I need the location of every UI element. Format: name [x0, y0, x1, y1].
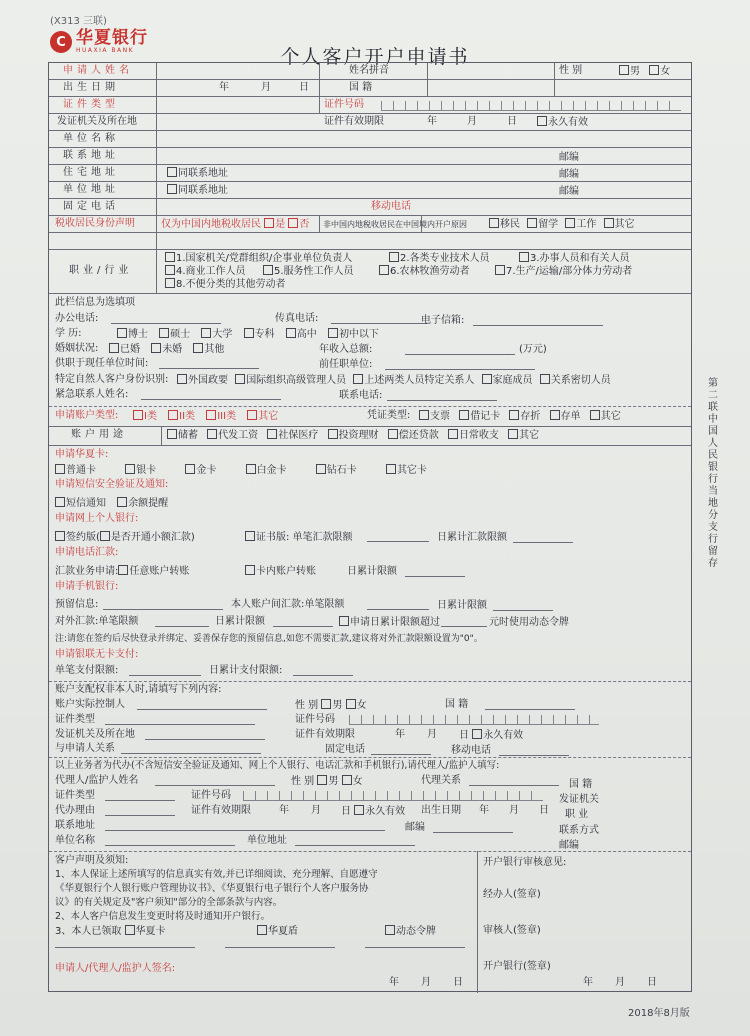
id-type-label: 证件类型	[63, 99, 119, 110]
bank-name: 华夏银行	[76, 28, 148, 48]
tax-options: 仅为中国内地税收居民 是 否	[161, 219, 310, 230]
marital-options: 已婚 未婚 其他	[109, 343, 224, 356]
tax-no-checkbox[interactable]	[288, 218, 298, 228]
bank-logo-icon: C	[50, 31, 72, 53]
id-number-boxes[interactable]	[381, 101, 681, 111]
mobile-notice: 注:请您在签约后尽快登录并绑定、妥善保存您的预留信息,如您不需要汇款,建议将对外汇款限额设置为"0"。	[55, 634, 483, 644]
account-usage-options: 储蓄 代发工资 社保医疗 投资理财 偿还贷款 日常收支 其它	[167, 429, 539, 442]
card-apply-label: 申请华夏卡:	[55, 449, 109, 460]
bank-name-en: HUAXIA BANK	[76, 47, 135, 54]
form-table: 申请人姓名 姓名拼音 性 别 男 女 出生日期 年 月 日 国 籍 证件类型 证件号码 发证机关及所在地 证件有效期限 年 月 日 永久有效 单位名称 联系地址 邮编 住宅地址 同联系地址 邮编 单位地址 同联系地址 邮编 固定电话 移动电话 税收居民身份声明 仅为中国内地税收居民 是 否 非中国内地税收居民在中国境内开户原因 移民 留学 工作 其它 职业/行业 1.国家机关/党群组织/企事业单位负责人 2.各类专业技术人员 3.办事人员和有关人员 4.商业工作人员 5.服务性工作人员 6.农林牧渔劳动者 7.生产/运输/部分体力劳动者 8.不便分类的其他劳动者 此栏信息为选填项 办公电话: 传真电话: 电子信箱: 学 历: 博士 硕士 大学 专科 高中 初中以下 婚姻状况: 已婚 未婚 其他 年收入总额: (万元) 供职于现任单位时间: 前任职单位: 特定自然人客户身份识别: 外国政要 国际组织高级管理人员 上述两类人员特定关系人 家庭成员 关系密切人员 紧急联系人姓名: 联系电话: 申请账户类型: I类 II类 III类 其它 凭证类型: 支票 借记卡 存折 存单 其它 账户用途 储蓄 代发工资 社保医疗 投资理财 偿还贷款 日常收支 其它 申请华夏卡: 普通卡 银卡 金卡 白金卡 钻石卡 其它卡 申请短信安全验证及通知: 短信通知 余额提醒 申请网上个人银行: 签约版( 是否开通小额汇款) 证书版: 单笔汇款限额 日累计汇款限额 申请电话汇款: 汇款业务申请: 任意账户转账 卡内账户转账 日累计限额 申请手机银行: 预留信息: 本人账户间汇款:单笔限额 日累计限额 对外汇款:单笔限额 日累计限额 申请日累计限额超过 元时使用动态令牌 注:请您在签约后尽快登录并绑定、妥善保存您的预留信息,如您不需要汇款,建议将对外汇款限额设置为"0"。 申请银联无卡支付: 单笔支付限额: 日累计支付限额: 账户支配权非本人时,请填写下列内容: 账户实际控制人 性 别 男 女 国 籍 证件类型 证件号码 发证机关及所在地 证件有效期限 年 月 日 永久有效 与申请人关系 固定电话 移动电话 以上业务者为代办(不含短信安全验证及通知、网上个人银行、电话汇款和手机银行),请代理人/监护人填写: 代理人/监护人姓名 性 别 男 女 代理关系 国 籍 证件类型 证件号码 发证机关 代办理由 证件有效期限 年 月 日 永久有效 出生日期 年 月 日 职 业 联系地址 邮编 联系方式 单位名称 单位地址 邮编 客户声明及须知: 1、本人保证上述所填写的信息真实有效,并已详细阅读、充分理解、自愿遵守 《华夏银行个人银行账户管理协议书》、《华夏银行电子银行个人客户服务协 议》的有关规定及"客户须知"部分的全部条款与内容。 2、本人客户信息发生变更时将及时通知开户银行。 3、本人已领取 华夏卡 华夏盾 动态令牌 申请人/代理人/监护人签名: 年 月 日 开户银行审核意见: 经办人(签章) 审核人(签章) 开户银行(签章) 年 月 日	[48, 62, 692, 992]
pinyin-label: 姓名拼音	[349, 65, 389, 76]
gender-label: 性 别	[559, 65, 583, 76]
birth-label: 出生日期	[63, 82, 119, 93]
online-banking-label: 申请网上个人银行:	[55, 513, 139, 524]
gender-options: 男 女	[619, 65, 670, 78]
permanent-checkbox[interactable]	[537, 116, 547, 126]
account-type-label: 申请账户类型:	[55, 410, 119, 421]
non-resident-reason-label: 非中国内地税收居民在中国境内开户原因	[323, 220, 467, 229]
mobile-label: 移动电话	[371, 201, 411, 212]
card-options: 普通卡 银卡 金卡 白金卡 钻石卡 其它卡	[55, 464, 427, 477]
agent-heading: 以上业务者为代办(不含短信安全验证及通知、网上个人银行、电话汇款和手机银行),请代理人/监护人填写:	[55, 760, 500, 771]
company-name-label: 单位名称	[63, 133, 119, 144]
applicant-signature-label: 申请人/代理人/监护人签名:	[55, 963, 176, 974]
id-valid-label: 证件有效期限	[324, 116, 384, 127]
home-address-label: 住宅地址	[63, 167, 119, 178]
female-checkbox[interactable]	[649, 65, 659, 75]
bank-review-heading: 开户银行审核意见:	[483, 857, 567, 868]
fax-field[interactable]	[331, 323, 427, 324]
form-edition: 2018年8月版	[628, 1008, 690, 1019]
special-options: 外国政要 国际组织高级管理人员 上述两类人员特定关系人 家庭成员 关系密切人员	[177, 374, 611, 387]
company-address-label: 单位地址	[63, 184, 119, 195]
reason-options: 移民 留学 工作 其它	[489, 218, 635, 231]
id-number-label: 证件号码	[324, 99, 364, 110]
issuer-label: 发证机关及所在地	[57, 116, 137, 127]
tax-label: 税收居民身份声明	[55, 218, 135, 229]
home-same-checkbox[interactable]	[167, 167, 177, 177]
office-phone-field[interactable]	[111, 323, 221, 324]
sms-apply-label: 申请短信安全验证及通知:	[55, 479, 169, 490]
form-code: (X313 三联)	[50, 16, 107, 27]
occupation-label: 职业/行业	[69, 265, 133, 276]
unionpay-label: 申请银联无卡支付:	[55, 649, 139, 660]
account-type-options: I类 II类 III类 其它	[133, 410, 278, 423]
voucher-options: 支票 借记卡 存折 存单 其它	[419, 410, 621, 423]
contact-address-label: 联系地址	[63, 150, 119, 161]
form-title: 个人客户开户申请书	[280, 46, 470, 68]
landline-label: 固定电话	[63, 201, 119, 212]
branch-signature: 开户银行(签章)	[483, 961, 551, 972]
email-field[interactable]	[473, 325, 603, 326]
account-usage-label: 账户用途	[71, 429, 127, 440]
applicant-name-label: 申请人姓名	[63, 65, 133, 76]
male-checkbox[interactable]	[619, 65, 629, 75]
owner-heading: 账户支配权非本人时,请填写下列内容:	[55, 684, 222, 695]
declaration-heading: 客户声明及须知:	[55, 855, 129, 866]
handler-signature: 经办人(签章)	[483, 889, 541, 900]
tax-yes-checkbox[interactable]	[264, 218, 274, 228]
copy-note: 第二联 中国人民银行当地分支行留存	[708, 378, 718, 569]
nationality-label: 国 籍	[349, 82, 373, 93]
reviewer-signature: 审核人(签章)	[483, 925, 541, 936]
sms-options: 短信通知 余额提醒	[55, 497, 168, 510]
income-field[interactable]	[405, 354, 515, 355]
optional-heading: 此栏信息为选填项	[55, 297, 135, 308]
company-same-checkbox[interactable]	[167, 184, 177, 194]
mobile-banking-label: 申请手机银行:	[55, 581, 119, 592]
education-options: 博士 硕士 大学 专科 高中 初中以下	[117, 328, 379, 341]
phone-remit-label: 申请电话汇款:	[55, 547, 119, 558]
